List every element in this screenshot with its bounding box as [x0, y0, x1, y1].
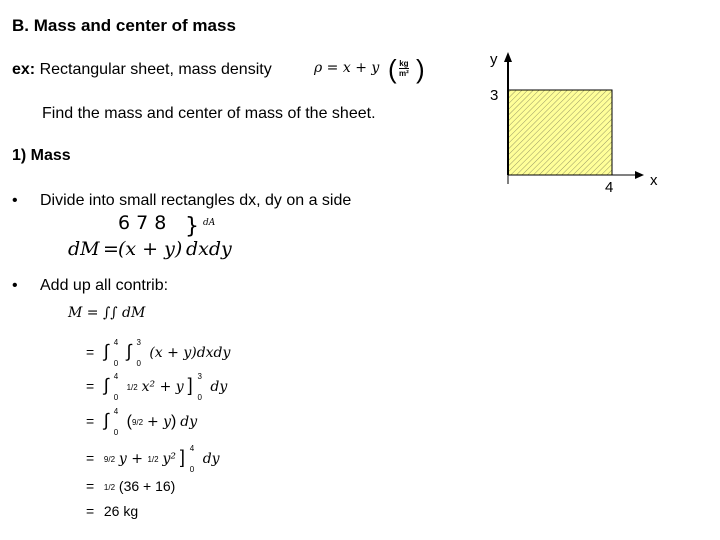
- example-line: [12, 61, 272, 79]
- x-arrow-icon: [635, 171, 644, 179]
- eval-limits: 3 0: [197, 372, 202, 403]
- unit-right-paren: ): [416, 54, 425, 84]
- integral-icon: ∫: [103, 341, 109, 361]
- bullet-symbol: •: [12, 277, 18, 294]
- example-prefix: ex:: [12, 61, 36, 78]
- density-unit: [399, 59, 409, 78]
- y-arrow-icon: [504, 52, 512, 62]
- outer-limits: 4 0: [113, 407, 119, 438]
- dm-area: dxdy: [186, 238, 232, 260]
- equals-sign: =: [86, 503, 95, 519]
- page-title: B. Mass and center of mass: [12, 16, 236, 35]
- region-plot: [470, 40, 690, 200]
- eval-limits: 4 0: [189, 444, 195, 475]
- section-heading: 1) Mass: [12, 147, 71, 164]
- half-fraction: 1/2: [147, 454, 159, 464]
- derivation-line-5: [86, 444, 220, 475]
- eval-bracket: ]: [179, 447, 185, 467]
- bullet-divide: [12, 192, 351, 210]
- outer-limits: 4 0: [113, 372, 119, 403]
- bullet-add-up: [12, 277, 168, 295]
- half-fraction: 1/2: [126, 382, 138, 392]
- brace-symbol: }: [185, 214, 199, 239]
- half-fraction: 1/2: [103, 482, 116, 492]
- density-formula: ρ = x + y: [314, 60, 380, 76]
- equals-sign: =: [86, 378, 95, 394]
- derivation-line-2: [86, 338, 231, 369]
- y-tick-label: 3: [490, 87, 499, 104]
- unit-denominator: m²: [399, 69, 409, 78]
- derivation-line-4: = ∫ 4 0 (9/2 + y) dy: [86, 407, 198, 438]
- differential: dy: [202, 451, 220, 467]
- unit-left-paren: (: [388, 54, 397, 84]
- y-axis-label: y: [490, 51, 498, 68]
- integral-icon: ∫: [126, 341, 132, 361]
- result: 26 kg: [103, 503, 139, 519]
- hatched-region: [508, 90, 612, 175]
- integrand: + y: [146, 414, 172, 430]
- brace-label: dA: [203, 218, 216, 228]
- integral-icon: ∫: [103, 375, 109, 395]
- equals-sign: =: [86, 413, 95, 429]
- task-statement: Find the mass and center of mass of the sheet.: [42, 105, 376, 122]
- differential: dy: [210, 379, 228, 395]
- integrand: (x + y)dxdy: [149, 345, 231, 361]
- derivation-line-7: [86, 503, 138, 519]
- term: y +: [118, 451, 148, 467]
- nine-halves-fraction: 9/2: [103, 454, 116, 464]
- product: (36 + 16): [118, 478, 176, 494]
- equals-sign: =: [86, 344, 95, 360]
- bullet-text: Divide into small rectangles dx, dy on a side: [40, 192, 352, 209]
- unit-numerator: kg: [399, 59, 409, 68]
- derivation-line-6: [86, 478, 175, 494]
- bullet-symbol: •: [12, 192, 18, 209]
- derivation-line-1: M = ∫∫ dM: [68, 305, 146, 321]
- example-text: Rectangular sheet, mass density: [39, 61, 272, 78]
- dm-equals: =: [103, 238, 119, 260]
- square-term: y²: [162, 451, 176, 467]
- x-tick-label: 4: [605, 179, 614, 196]
- eval-bracket: ]: [187, 375, 193, 395]
- brace-top-digits: 6 7 8: [118, 212, 167, 234]
- differential: dy: [180, 414, 198, 430]
- bullet-text: Add up all contrib:: [40, 277, 169, 294]
- inner-limits: 3 0: [136, 338, 141, 369]
- x-axis-label: x: [650, 172, 658, 189]
- antiderivative: x² + y: [141, 379, 184, 395]
- nine-halves-fraction: 9/2: [131, 417, 144, 427]
- equals-sign: =: [86, 478, 95, 494]
- dm-density: (x + y): [118, 238, 183, 260]
- integral-icon: ∫: [103, 410, 109, 430]
- outer-limits: 4 0: [113, 338, 119, 369]
- equals-sign: =: [86, 450, 95, 466]
- dm-lhs: dM: [68, 238, 100, 260]
- derivation-line-3: [86, 372, 228, 403]
